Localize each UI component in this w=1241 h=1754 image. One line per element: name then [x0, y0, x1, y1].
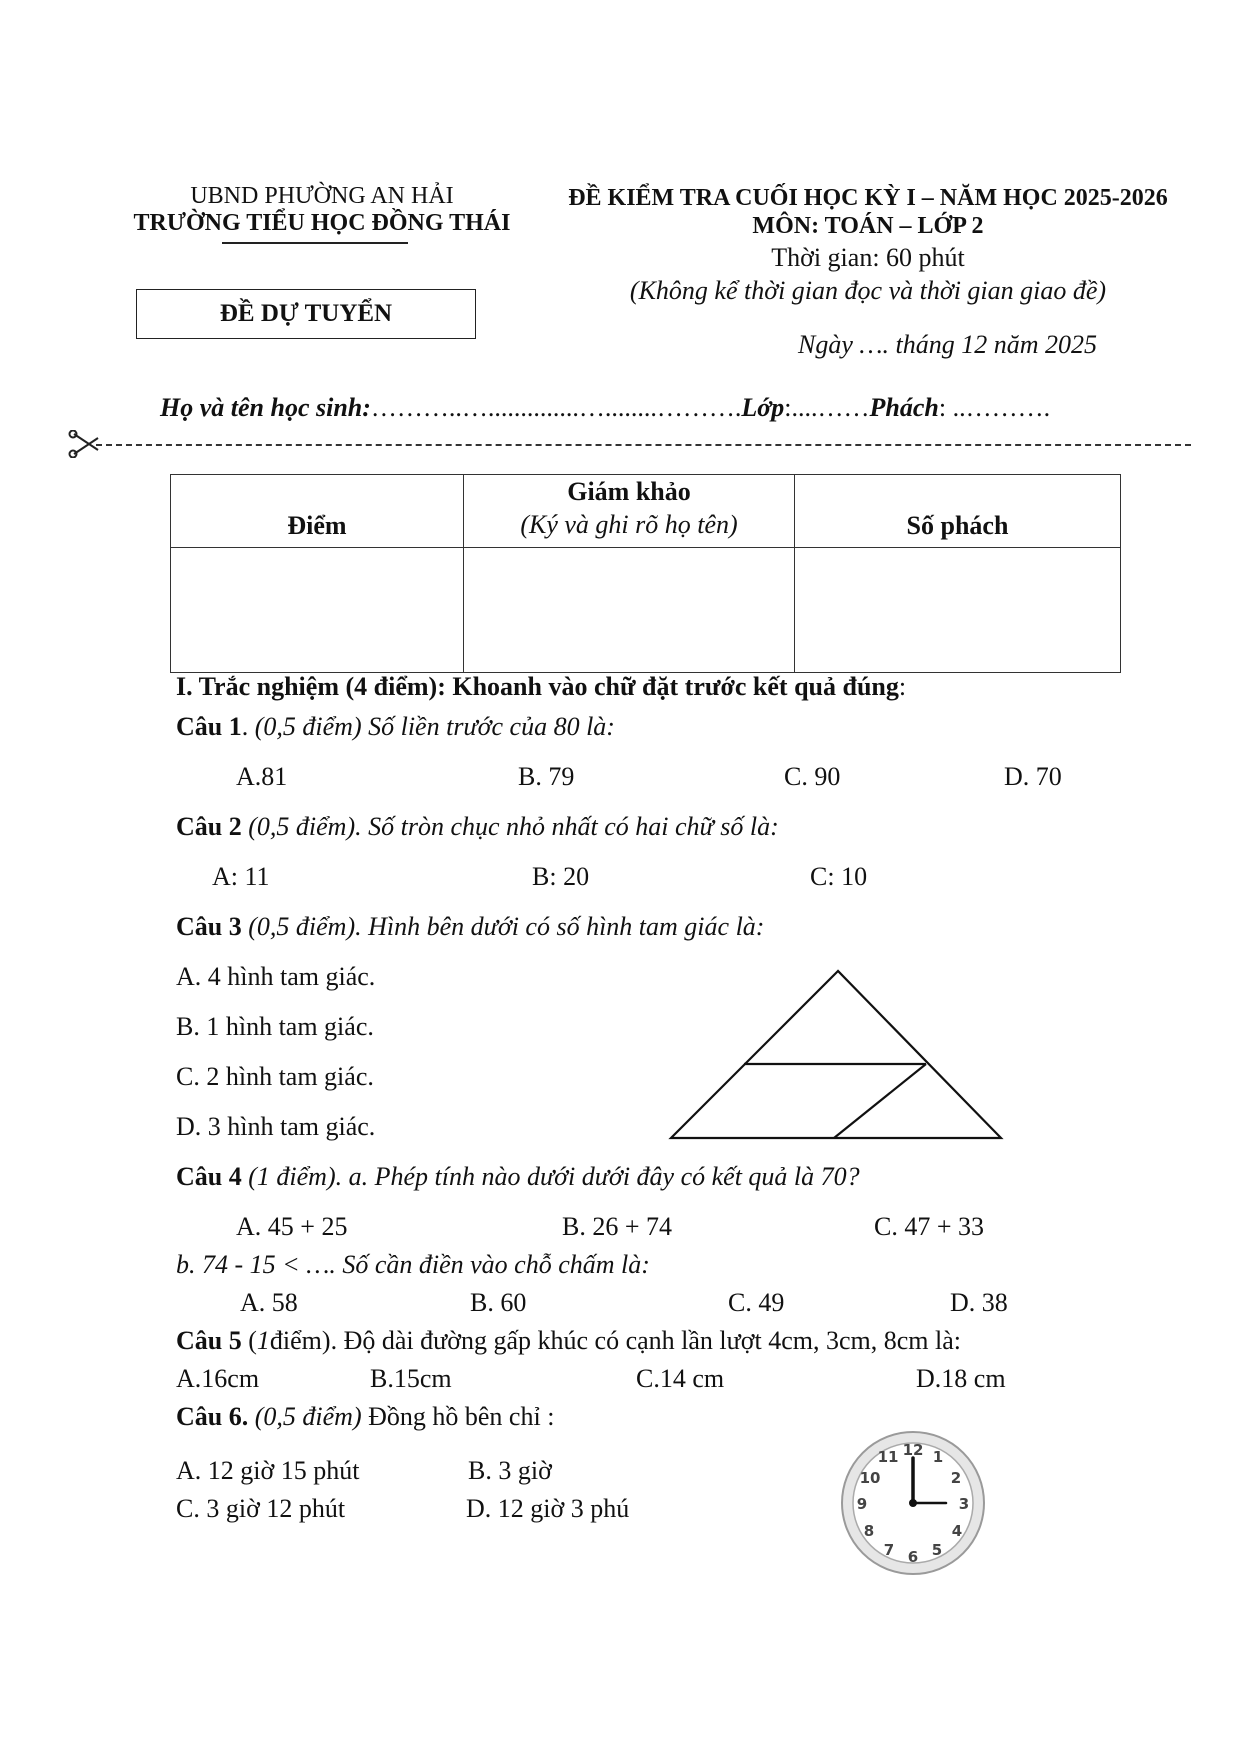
school-name: TRƯỜNG TIỂU HỌC ĐỒNG THÁI: [133, 210, 511, 236]
q5-italic: 1: [256, 1326, 270, 1355]
q5-stem: [176, 1326, 961, 1356]
q3-option-b[interactable]: B. 1 hình tam giác.: [176, 1012, 374, 1041]
q5-option-b[interactable]: B.15cm: [370, 1364, 452, 1393]
code-cell[interactable]: [795, 548, 1121, 673]
examiner-cell[interactable]: [464, 548, 795, 673]
q4b-option-a[interactable]: A. 58: [240, 1288, 298, 1317]
student-info-line[interactable]: [160, 393, 1050, 423]
q4-text: (1 điểm). a. Phép tính nào dưới dưới đây có kết quả là 70?: [241, 1162, 860, 1191]
q2-text: (0,5 điểm). Số tròn chục nhỏ nhất có hai chữ số là:: [241, 812, 779, 841]
examiner-title: Giám khảo: [567, 477, 691, 506]
clock-num-11: 11: [877, 1448, 899, 1466]
clock-icon: [838, 1428, 988, 1578]
q1-stem: [176, 712, 615, 742]
clock-num-9: 9: [856, 1495, 868, 1513]
cut-line: [96, 444, 1191, 446]
q1-option-c[interactable]: C. 90: [784, 762, 841, 791]
q5-open: (: [241, 1326, 257, 1355]
q1-option-b[interactable]: B. 79: [518, 762, 575, 791]
clock-num-8: 8: [863, 1522, 875, 1540]
q2-option-c[interactable]: C: 10: [810, 862, 868, 891]
q6-option-b[interactable]: B. 3 giờ: [468, 1456, 552, 1485]
q1-option-a[interactable]: A.81: [236, 762, 288, 791]
code-label: Phách: [869, 393, 939, 422]
authority-name: UBND PHƯỜNG AN HẢI: [190, 183, 454, 209]
q2-label: Câu 2: [176, 812, 242, 841]
clock-num-10: 10: [859, 1469, 881, 1487]
triangle-figure: [668, 968, 1004, 1144]
q6-option-a[interactable]: A. 12 giờ 15 phút: [176, 1456, 360, 1485]
q1-option-d[interactable]: D. 70: [1004, 762, 1062, 791]
q4b-option-b[interactable]: B. 60: [470, 1288, 527, 1317]
exam-type-box: ĐỀ DỰ TUYỂN: [136, 289, 476, 339]
q6-italic: (0,5 điểm): [248, 1402, 362, 1431]
q5-option-c[interactable]: C.14 cm: [636, 1364, 725, 1393]
subject-line: MÔN: TOÁN – LỚP 2: [752, 213, 984, 239]
class-label: Lớp: [741, 393, 785, 422]
student-name-label: Họ và tên học sinh:: [160, 393, 371, 422]
q4a-option-b[interactable]: B. 26 + 74: [562, 1212, 673, 1241]
q1-dot: .: [241, 712, 255, 741]
q6-option-c[interactable]: C. 3 giờ 12 phút: [176, 1494, 346, 1523]
q3-option-d[interactable]: D. 3 hình tam giác.: [176, 1112, 376, 1141]
q4-stem: [176, 1162, 860, 1192]
section1-title-bold: I. Trắc nghiệm (4 điểm): [176, 672, 438, 701]
q2-option-a[interactable]: A: 11: [212, 862, 270, 891]
q6-label: Câu 6.: [176, 1402, 249, 1431]
q4b-option-d[interactable]: D. 38: [950, 1288, 1008, 1317]
exam-date: Ngày …. tháng 12 năm 2025: [798, 330, 1097, 359]
school-underline: [222, 242, 408, 244]
q3-text: (0,5 điểm). Hình bên dưới có số hình tam giác là:: [241, 912, 765, 941]
clock-num-12: 12: [902, 1441, 924, 1459]
q4-part-b: b. 74 - 15 < …. Số cần điền vào chỗ chấm là:: [176, 1250, 650, 1279]
clock-num-7: 7: [883, 1541, 895, 1559]
q3-option-a[interactable]: A. 4 hình tam giác.: [176, 962, 376, 991]
code-header: Số phách: [795, 475, 1121, 548]
exam-title: ĐỀ KIỂM TRA CUỐI HỌC KỲ I – NĂM HỌC 2025-2026: [568, 185, 1168, 211]
q5-text: điểm). Độ dài đường gấp khúc có cạnh lần lượt 4cm, 3cm, 8cm là:: [269, 1326, 961, 1355]
clock-num-1: 1: [932, 1448, 944, 1466]
code-dots: : ..……….: [938, 393, 1051, 422]
q2-stem: [176, 812, 779, 842]
examiner-subtitle: (Ký và ghi rõ họ tên): [520, 509, 738, 539]
examiner-header: [464, 475, 795, 548]
q5-option-d[interactable]: D.18 cm: [916, 1364, 1006, 1393]
section1-title: [176, 672, 906, 702]
clock-num-2: 2: [950, 1469, 962, 1487]
q3-stem: [176, 912, 764, 942]
q3-label: Câu 3: [176, 912, 242, 941]
q4-label: Câu 4: [176, 1162, 242, 1191]
score-cell[interactable]: [171, 548, 464, 673]
clock-num-4: 4: [951, 1522, 963, 1540]
clock-num-5: 5: [931, 1541, 943, 1559]
q4a-option-c[interactable]: C. 47 + 33: [874, 1212, 985, 1241]
q1-label: Câu 1: [176, 712, 242, 741]
section1-title-rest: : Khoanh vào chữ đặt trước kết quả đúng: [437, 672, 899, 701]
class-dots: :....……: [784, 393, 870, 422]
q5-label: Câu 5: [176, 1326, 242, 1355]
q2-option-b[interactable]: B: 20: [532, 862, 590, 891]
q6-option-d[interactable]: D. 12 giờ 3 phú: [466, 1494, 630, 1523]
q1-text: (0,5 điểm) Số liền trước của 80 là:: [254, 712, 615, 741]
q4b-option-c[interactable]: C. 49: [728, 1288, 785, 1317]
score-header: Điểm: [171, 475, 464, 548]
score-table: [170, 474, 1121, 673]
q4a-option-a[interactable]: A. 45 + 25: [236, 1212, 348, 1241]
section1-title-end: :: [898, 672, 907, 701]
q6-text: Đồng hồ bên chỉ :: [361, 1402, 555, 1431]
q3-option-c[interactable]: C. 2 hình tam giác.: [176, 1062, 374, 1091]
clock-num-3: 3: [958, 1495, 970, 1513]
duration-note: (Không kể thời gian đọc và thời gian giao đề): [629, 276, 1107, 305]
q6-stem: [176, 1402, 554, 1432]
clock-num-6: 6: [907, 1548, 919, 1566]
student-name-dots: ………..…..............…........……….: [370, 393, 742, 422]
duration-line: Thời gian: 60 phút: [771, 243, 965, 272]
q5-option-a[interactable]: A.16cm: [176, 1364, 260, 1393]
